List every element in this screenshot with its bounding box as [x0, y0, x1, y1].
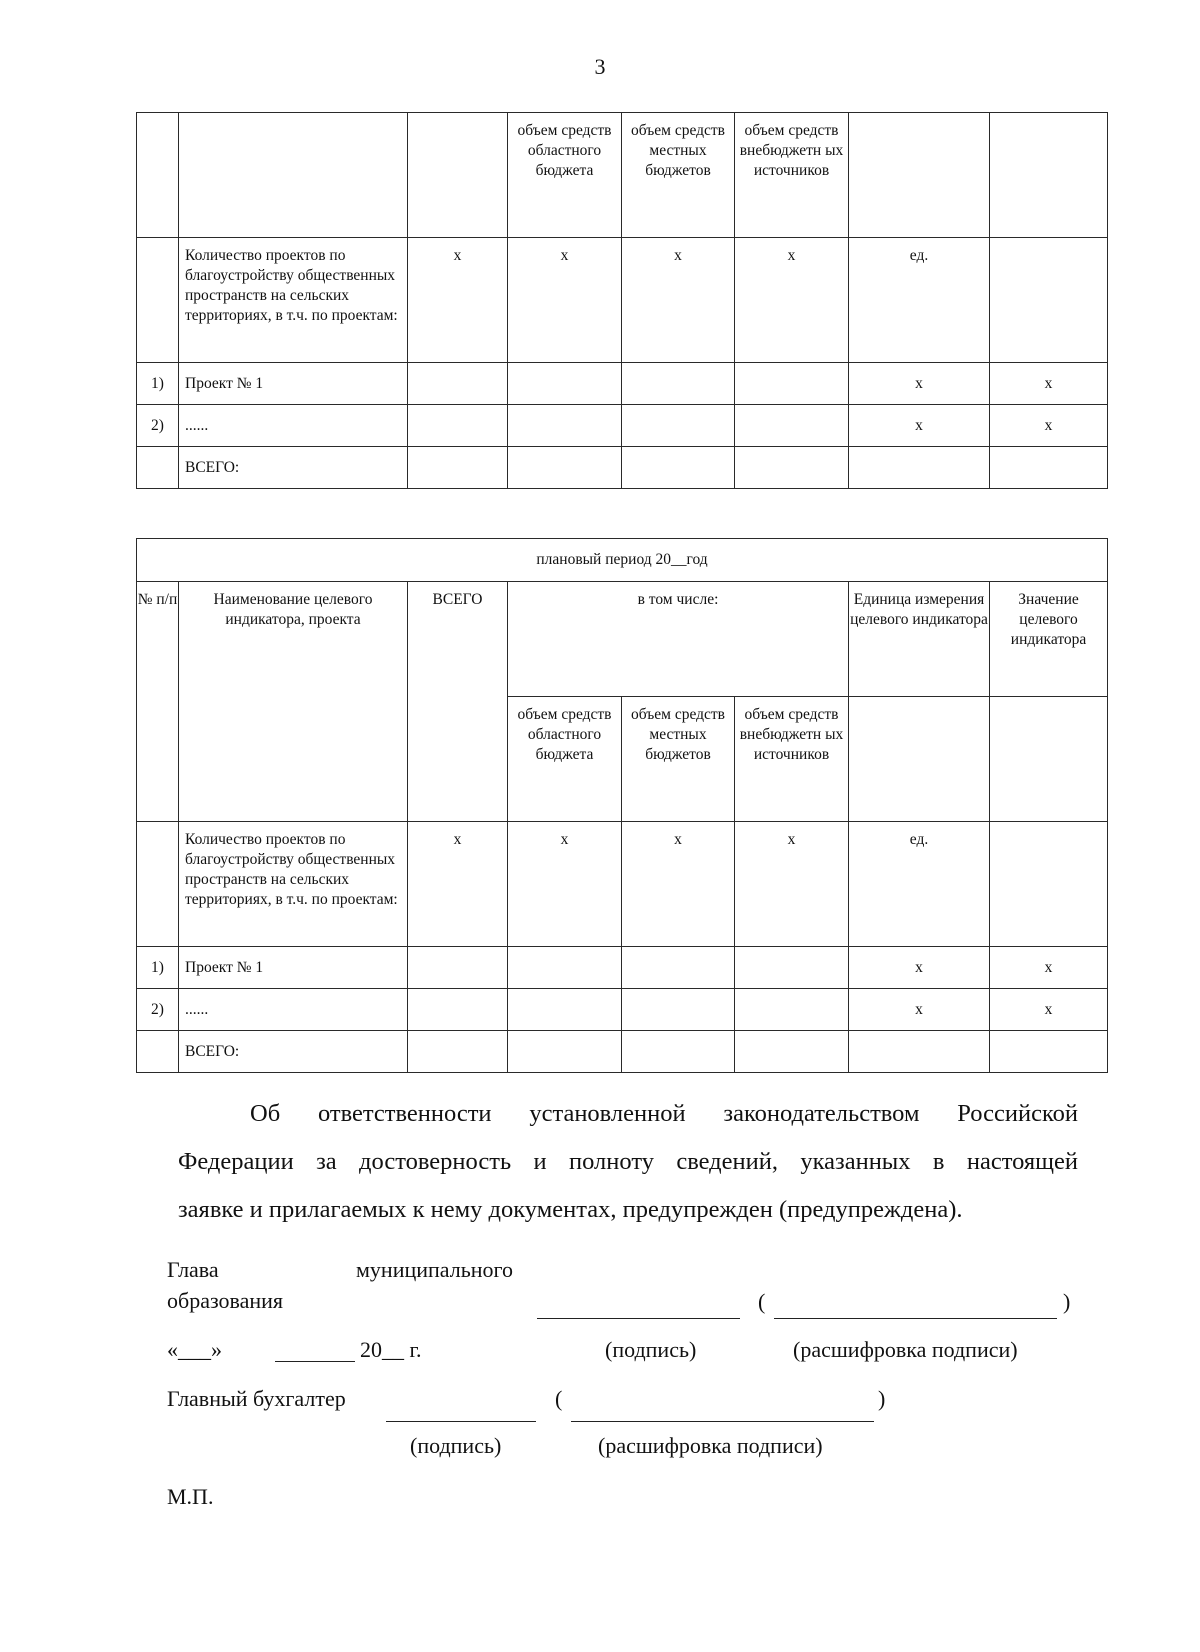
indicator-unit: ед. [849, 822, 990, 947]
signature-caption: (подпись) [410, 1433, 502, 1458]
statement-line: Об ответственности установленной законодательством Российской [250, 1100, 1078, 1127]
indicator-regional: x [508, 822, 622, 947]
open-paren: ( [555, 1386, 563, 1411]
close-paren: ) [1063, 1289, 1071, 1314]
header-unit: Единица измерения целевого индикатора [849, 582, 990, 697]
header-number: № п/п [137, 582, 179, 822]
header-value: Значение целевого индикатора [990, 582, 1108, 697]
row-name: ...... [179, 989, 408, 1031]
page-number: 3 [594, 54, 606, 79]
subheader-offbudget-sources: объем средств внебюджетн ых источников [735, 697, 849, 822]
budget-table-continuation [136, 112, 1108, 489]
indicator-value [990, 238, 1108, 363]
total-label: ВСЕГО: [179, 447, 408, 489]
table-total-row [137, 447, 1108, 489]
open-paren: ( [758, 1289, 766, 1314]
row-number: 2) [137, 989, 179, 1031]
row-value: x [990, 989, 1108, 1031]
planned-period-title: плановый период 20__год [137, 539, 1108, 582]
cell-empty [137, 822, 179, 947]
row-value: x [990, 405, 1108, 447]
table-row [137, 947, 1108, 989]
subheader-local-budgets: объем средств местных бюджетов [622, 697, 735, 822]
row-name: Проект № 1 [179, 363, 408, 405]
planned-period-table [136, 538, 1108, 1073]
row-unit: x [849, 405, 990, 447]
row-number: 1) [137, 947, 179, 989]
indicator-unit: ед. [849, 238, 990, 363]
decoding-caption: (расшифровка подписи) [793, 1337, 1018, 1362]
header-including: в том числе: [508, 582, 849, 697]
indicator-local: x [622, 238, 735, 363]
indicator-regional: x [508, 238, 622, 363]
indicator-name: Количество проектов по благоустройству общественных пространств на сельских территориях, в т.ч. по проектам: [179, 822, 408, 947]
head-label-word1: Глава [167, 1257, 219, 1282]
table-total-row [137, 1031, 1108, 1073]
table-row [137, 989, 1108, 1031]
signature-line [537, 1318, 740, 1319]
indicator-total: x [408, 822, 508, 947]
statement-line: Федерации за достоверность и полноту сведений, указанных в настоящей [178, 1148, 1078, 1175]
signature-caption: (подпись) [605, 1337, 697, 1362]
decoding-line [774, 1318, 1057, 1319]
cell-empty [137, 113, 179, 238]
row-name: Проект № 1 [179, 947, 408, 989]
head-label-word2: муниципального [356, 1257, 514, 1282]
indicator-local: x [622, 822, 735, 947]
subheader-regional-budget: объем средств областного бюджета [508, 113, 622, 238]
close-paren: ) [878, 1386, 886, 1411]
header-name: Наименование целевого индикатора, проекта [179, 582, 408, 822]
cell-empty [137, 238, 179, 363]
cell-empty [990, 113, 1108, 238]
indicator-value [990, 822, 1108, 947]
row-value: x [990, 363, 1108, 405]
date-year: 20__ г. [360, 1337, 422, 1362]
indicator-total: x [408, 238, 508, 363]
indicator-offbudget: x [735, 822, 849, 947]
subheader-local-budgets: объем средств местных бюджетов [622, 113, 735, 238]
cell-empty [408, 113, 508, 238]
row-value: x [990, 947, 1108, 989]
decoding-caption: (расшифровка подписи) [598, 1433, 823, 1458]
header-total: ВСЕГО [408, 582, 508, 822]
subheader-regional-budget: объем средств областного бюджета [508, 697, 622, 822]
signature-line [386, 1421, 536, 1422]
row-number: 2) [137, 405, 179, 447]
decoding-line [571, 1421, 874, 1422]
cell-empty [849, 113, 990, 238]
row-unit: x [849, 363, 990, 405]
row-unit: x [849, 947, 990, 989]
total-label: ВСЕГО: [179, 1031, 408, 1073]
cell-empty [990, 697, 1108, 822]
date-day: «___» [167, 1337, 222, 1362]
date-month-line [275, 1361, 355, 1362]
chief-accountant-label: Главный бухгалтер [167, 1386, 346, 1411]
indicator-name: Количество проектов по благоустройству общественных пространств на сельских территориях, в т.ч. по проектам: [179, 238, 408, 363]
table-row [137, 363, 1108, 405]
cell-empty [179, 113, 408, 238]
row-name: ...... [179, 405, 408, 447]
subheader-offbudget-sources: объем средств внебюджетн ых источников [735, 113, 849, 238]
row-number: 1) [137, 363, 179, 405]
cell-empty [849, 697, 990, 822]
statement-line: заявке и прилагаемых к нему документах, предупрежден (предупреждена). [178, 1196, 963, 1223]
indicator-offbudget: x [735, 238, 849, 363]
head-label-word3: образования [167, 1288, 284, 1313]
table-row [137, 405, 1108, 447]
stamp-place: М.П. [167, 1484, 214, 1509]
row-unit: x [849, 989, 990, 1031]
responsibility-statement [178, 1090, 1078, 1234]
